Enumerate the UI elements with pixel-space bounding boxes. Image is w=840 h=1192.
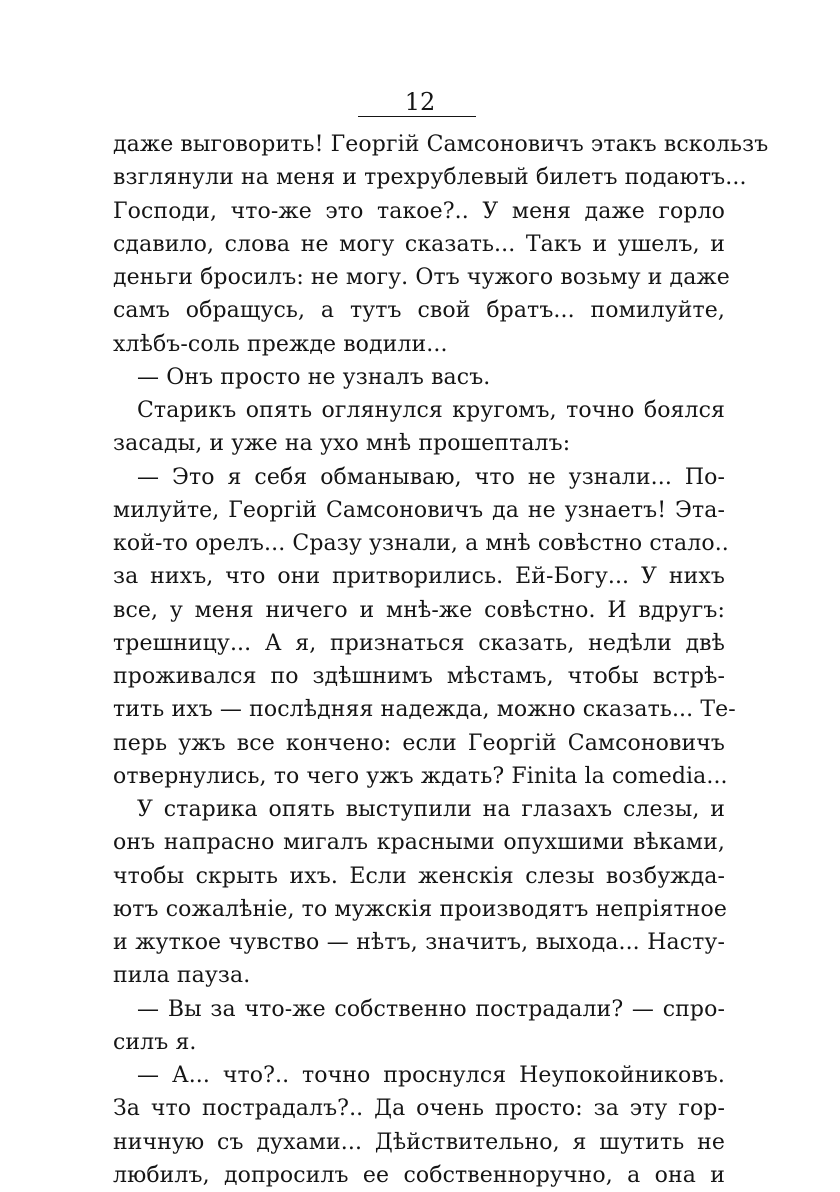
page-number-rule	[358, 116, 476, 117]
text-line: даже выговорить! Георгій Самсоновичъ этакъ вскользъ	[113, 132, 769, 157]
text-line: отвернулись, то чего ужъ ждать? Finita la comedia...	[113, 763, 728, 789]
text-line: — Онъ просто не узналъ васъ.	[137, 364, 491, 390]
text-line: чтобы скрыть ихъ. Если женскія слезы возбужда-	[113, 863, 725, 889]
text-line: сдавило, слова не могу сказать... Такъ и ушелъ, и	[113, 231, 725, 257]
text-line: — А... что?.. точно проснулся Неупокойниковъ.	[137, 1063, 725, 1088]
text-line: взглянули на меня и трехрублевый билетъ подаютъ...	[113, 165, 747, 191]
text-line: За что пострадалъ?.. Да очень просто: за эту гор-	[113, 1096, 725, 1122]
text-line: перь ужъ все кончено: если Георгій Самсоновичъ	[113, 730, 725, 756]
text-line: кой-то орелъ... Сразу узнали, а мнѣ совѣстно стало..	[113, 531, 729, 556]
text-line: милуйте, Георгій Самсоновичъ да не узнаетъ! Эта-	[113, 497, 725, 523]
text-line: Старикъ опять оглянулся кругомъ, точно боялся	[137, 398, 725, 423]
text-line: силъ я.	[113, 1029, 197, 1055]
text-line: пила пауза.	[113, 963, 251, 989]
body-text	[113, 128, 769, 1192]
text-line: — Вы за что-же собственно пострадали? — спро-	[137, 996, 725, 1022]
text-line: за нихъ, что они притворились. Ей-Богу... У нихъ	[113, 564, 725, 590]
text-line: У старика опять выступили на глазахъ слезы, и	[137, 797, 725, 822]
text-line: ютъ сожалѣніе, то мужскія производятъ непріятное	[113, 896, 727, 922]
text-line: проживался по здѣшнимъ мѣстамъ, чтобы встрѣ-	[113, 664, 725, 689]
text-line: и жуткое чувство — нѣтъ, значитъ, выхода... Насту-	[113, 930, 725, 955]
text-line: хлѣбъ-соль прежде водили...	[113, 331, 448, 357]
text-line: Господи, что-же это такое?.. У меня даже горло	[113, 198, 725, 224]
text-line: деньги бросилъ: не могу. Отъ чужого возьму и даже	[113, 265, 730, 290]
text-line: — Это я себя обманываю, что не узнали... По-	[137, 464, 725, 490]
text-line: ничную съ духами... Дѣйствительно, я шутить не	[113, 1129, 725, 1155]
text-line: все, у меня ничего и мнѣ-же совѣстно. И вдругъ:	[113, 597, 725, 623]
page-number: 12	[404, 88, 436, 116]
text-line: онъ напрасно мигалъ красными опухшими вѣками,	[113, 830, 725, 856]
text-line: самъ обращусь, а тутъ свой братъ... помилуйте,	[113, 298, 725, 324]
text-line: засады, и уже на ухо мнѣ прошепталъ:	[113, 431, 571, 457]
text-line: тить ихъ — послѣдняя надежда, можно сказать... Те-	[113, 697, 736, 723]
text-line: любилъ, допросилъ ее собственноручно, а она и	[113, 1162, 725, 1188]
text-line: трешницу... А я, признаться сказать, недѣли двѣ	[113, 630, 725, 656]
